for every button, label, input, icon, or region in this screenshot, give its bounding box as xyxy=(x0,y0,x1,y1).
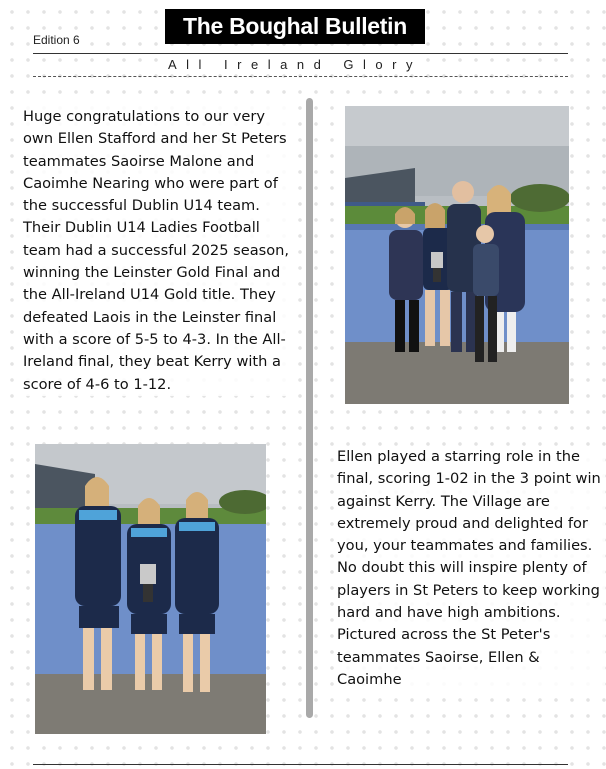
dotted-rule xyxy=(33,76,568,77)
column-divider xyxy=(306,98,313,718)
masthead-title: The Boughal Bulletin xyxy=(165,9,425,44)
team-photo-image xyxy=(35,444,266,734)
family-photo-image xyxy=(345,106,569,404)
article-followup xyxy=(337,446,605,691)
edition-label: Edition 6 xyxy=(33,33,80,47)
article-intro: Huge congratulations to our very own Ellen Stafford and her St Peters teammates Saoirse Malone and Caoimhe Nearing who were part of the successful Dublin U14 team. Their Dublin U14 Ladies Football team had a successful 2025 season, winning the Leinster Gold Final and the All-Ireland U14 Gold title. They defeated Laois in the Leinster final with a score of 5-5 to 4-3. In the All-Ireland final, they beat Kerry with a score of 4-6 to 1-12. xyxy=(23,106,293,396)
header-rule xyxy=(33,53,568,54)
photo-caption: Pictured across the St Peter's teammates Saoirse, Ellen & Caoimhe xyxy=(337,626,551,688)
family-photo xyxy=(345,106,569,404)
tagline: All Ireland Glory xyxy=(165,57,425,72)
followup-paragraph: Ellen played a starring role in the final, scoring 1-02 in the 3 point win against Kerry. The Village are extremely proud and delighted for you, your teammates and families. No doubt this will inspire plenty of players in St Peters to keep working hard and have high ambitions. xyxy=(337,448,601,622)
footer-rule xyxy=(33,764,568,765)
team-photo xyxy=(35,444,266,734)
